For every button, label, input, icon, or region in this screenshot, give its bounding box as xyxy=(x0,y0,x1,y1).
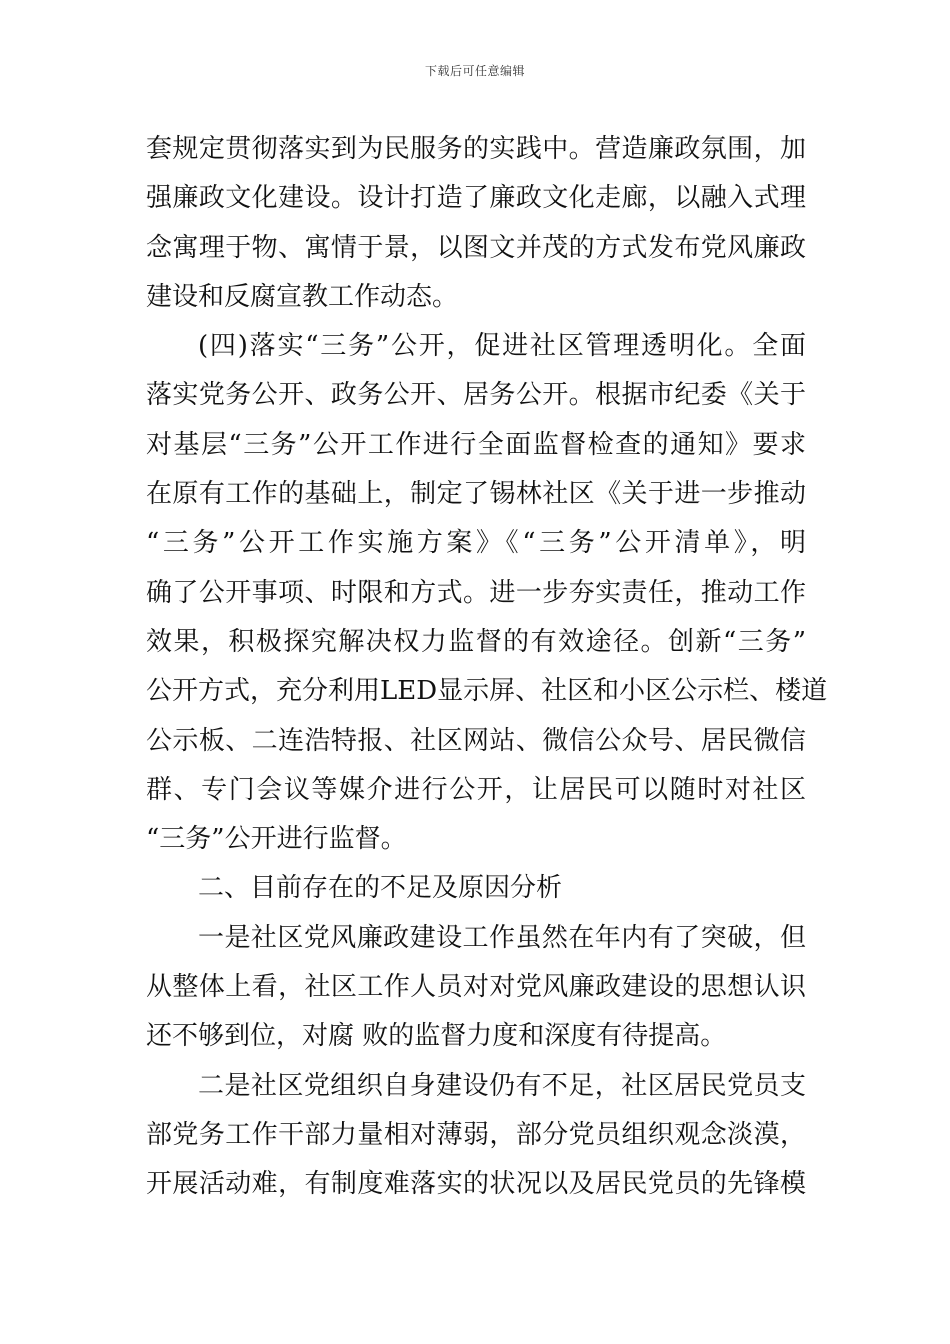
paragraph-start-line: 二是社区党组织自身建设仍有不足，社区居民党员支 xyxy=(198,1070,806,1101)
text-line: 从整体上看，社区工作人员对对党风廉政建设的思想认识 xyxy=(146,972,806,1003)
text-line: 还不够到位，对腐 败的监督力度和深度有待提高。 xyxy=(146,1021,727,1052)
paragraph-start-line: (四)落实“三务”公开，促进社区管理透明化。全面 xyxy=(198,331,806,362)
text-line: “三务”公开进行监督。 xyxy=(146,824,407,855)
text-line: 套规定贯彻落实到为民服务的实践中。营造廉政氛围，加 xyxy=(146,134,806,164)
text-line: 对基层“三务”公开工作进行全面监督检查的通知》要求 xyxy=(146,429,806,460)
text-line: 建设和反腐宣教工作动态。 xyxy=(146,281,459,312)
paragraph-start-line: 一是社区党风廉政建设工作虽然在年内有了突破，但 xyxy=(198,922,806,953)
text-line: 强廉政文化建设。设计打造了廉政文化走廊，以融入式理 xyxy=(146,183,806,214)
text-line: 部党务工作干部力量相对薄弱，部分党员组织观念淡漠， xyxy=(146,1119,806,1150)
text-line: “三务”公开工作实施方案》《“三务”公开清单》，明 xyxy=(146,528,806,559)
text-line: 群、专门会议等媒介进行公开，让居民可以随时对社区 xyxy=(146,774,806,805)
section-heading: 二、目前存在的不足及原因分析 xyxy=(198,873,563,904)
text-line: 在原有工作的基础上，制定了锡林社区《关于进一步推动 xyxy=(146,479,806,510)
text-line: 开展活动难，有制度难落实的状况以及居民党员的先锋模 xyxy=(146,1169,806,1200)
text-line: 落实党务公开、政务公开、居务公开。根据市纪委《关于 xyxy=(146,380,806,411)
document-body xyxy=(146,125,828,1210)
text-line: 念寓理于物、寓情于景，以图文并茂的方式发布党风廉政 xyxy=(146,232,806,263)
text-line: 公开方式，充分利用LED显示屏、社区和小区公示栏、楼道 xyxy=(146,676,828,707)
page-header: 下载后可任意编辑 xyxy=(424,64,525,78)
text-line: 公示板、二连浩特报、社区网站、微信公众号、居民微信 xyxy=(146,725,806,756)
text-line: 效果，积极探究解决权力监督的有效途径。创新“三务” xyxy=(146,626,806,657)
text-line: 确了公开事项、时限和方式。进一步夯实责任，推动工作 xyxy=(146,577,806,608)
